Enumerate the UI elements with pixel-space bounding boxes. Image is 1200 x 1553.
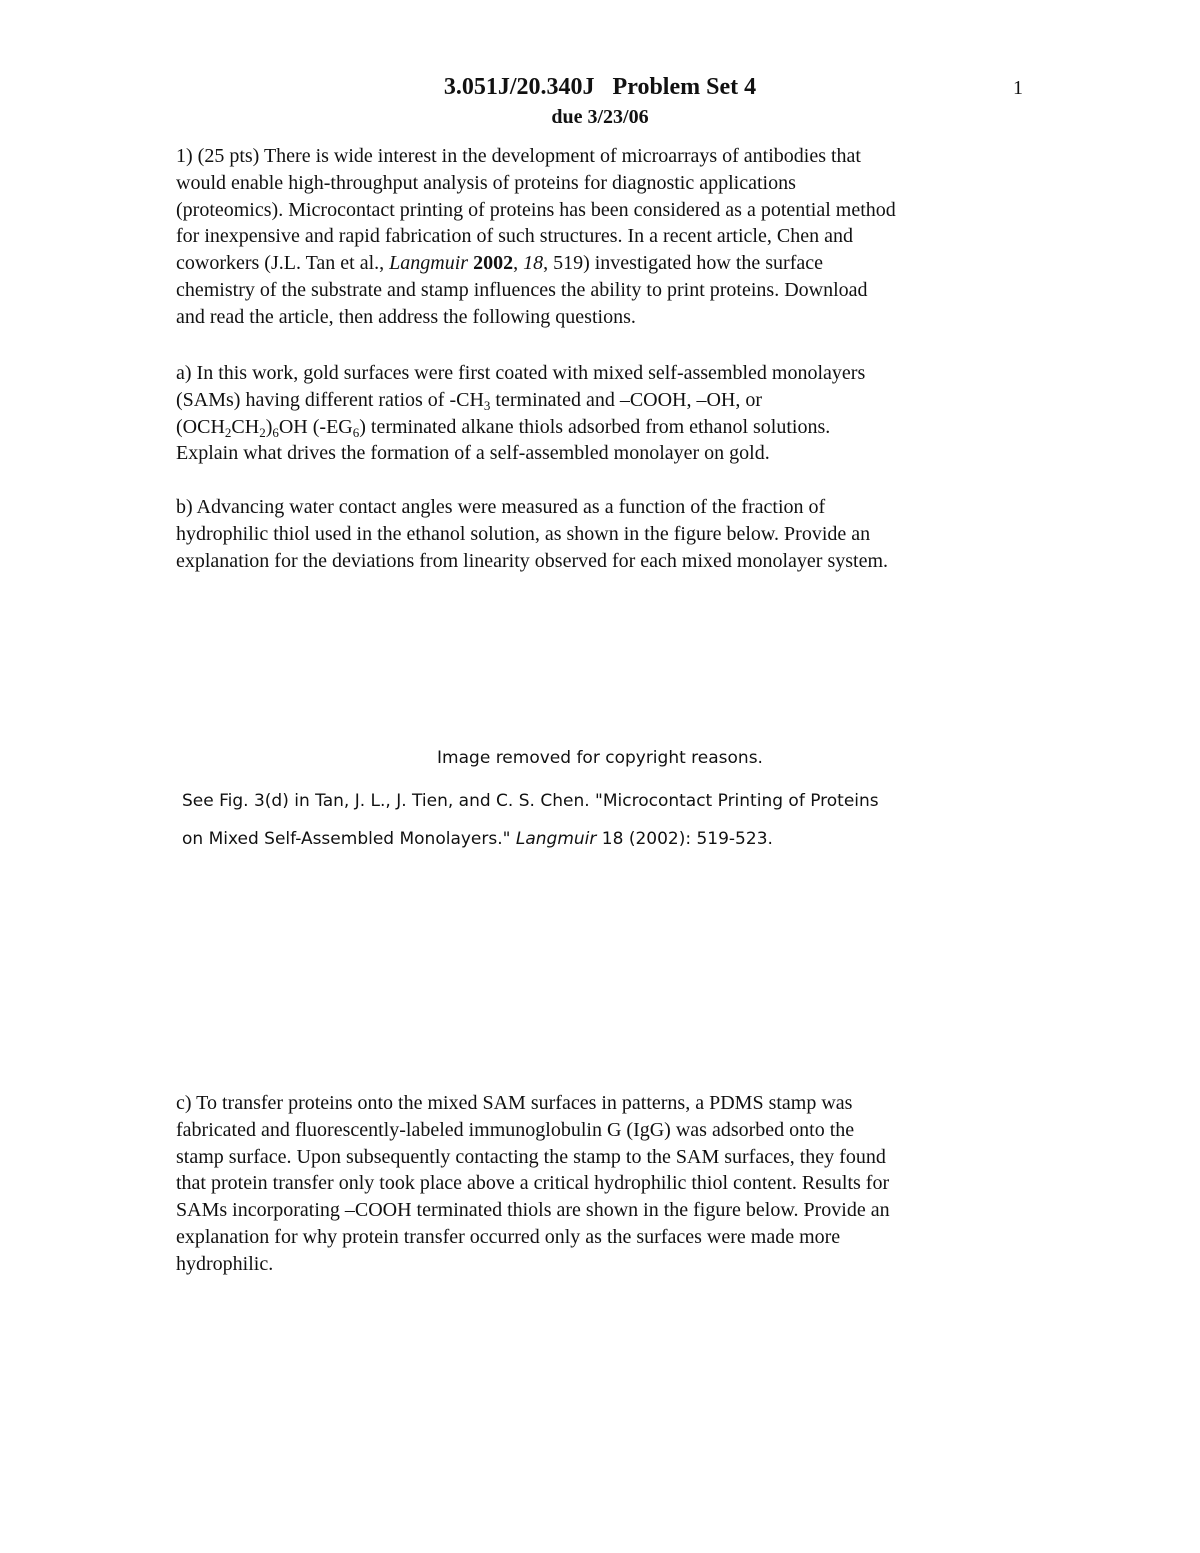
- subscript: 6: [352, 424, 360, 440]
- journal-name: Langmuir: [515, 829, 597, 849]
- figure-citation: [182, 782, 1062, 858]
- page-number: 1: [1013, 77, 1023, 99]
- text-segment: ): [265, 415, 273, 438]
- citation-year: 2002: [473, 252, 514, 275]
- image-removed-notice: Image removed for copyright reasons.: [437, 748, 763, 768]
- text-segment: (SAMs) having different ratios of -CH: [176, 388, 484, 411]
- text-segment: , 519) investigated how the surface: [543, 252, 823, 275]
- text-segment: coworkers (J.L. Tan et al.,: [176, 252, 390, 275]
- citation-volume: 18: [523, 252, 544, 275]
- text-segment: (OCH: [176, 415, 225, 438]
- text-line: [182, 820, 1062, 858]
- text-line: (proteomics). Microcontact printing of proteins has been considered as a potential method: [176, 198, 896, 221]
- part-b: [176, 494, 1036, 574]
- text-line: [176, 414, 1036, 441]
- text-line: a) In this work, gold surfaces were first coated with mixed self-assembled monolayers: [176, 362, 866, 384]
- subscript: 3: [483, 397, 491, 413]
- text-line: SAMs incorporating –COOH terminated thiols are shown in the figure below. Provide an: [176, 1199, 890, 1222]
- page-title: 3.051J/20.340J Problem Set 4: [443, 74, 757, 100]
- text-line: fabricated and fluorescently-labeled immunoglobulin G (IgG) was adsorbed onto the: [176, 1118, 855, 1141]
- text-line: that protein transfer only took place above a critical hydrophilic thiol content. Results for: [176, 1172, 890, 1195]
- text-line: 1) (25 pts) There is wide interest in the development of microarrays of antibodies that: [176, 145, 861, 167]
- text-line: would enable high-throughput analysis of proteins for diagnostic applications: [176, 171, 796, 194]
- text-segment: ,: [513, 252, 524, 275]
- subscript: 6: [272, 424, 279, 440]
- text-segment: terminated and –COOH, –OH, or: [490, 388, 763, 411]
- text-segment: 18 (2002): 519-523.: [596, 829, 773, 849]
- text-line: for inexpensive and rapid fabrication of such structures. In a recent article, Chen and: [176, 225, 853, 248]
- text-line: stamp surface. Upon subsequently contacting the stamp to the SAM surfaces, they found: [176, 1145, 886, 1168]
- text-line: chemistry of the substrate and stamp influences the ability to print proteins. Download: [176, 278, 868, 301]
- text-segment: CH: [231, 415, 260, 438]
- subscript: 2: [224, 424, 232, 440]
- text-line: See Fig. 3(d) in Tan, J. L., J. Tien, and C. S. Chen. "Microcontact Printing of Proteins: [182, 791, 879, 811]
- text-line: hydrophilic.: [176, 1252, 274, 1275]
- part-a: [176, 360, 1036, 467]
- problem-intro: [176, 143, 1036, 331]
- text-segment: ) terminated alkane thiols adsorbed from ethanol solutions.: [359, 415, 831, 438]
- text-segment: on Mixed Self-Assembled Monolayers.": [182, 829, 516, 849]
- due-date: due 3/23/06: [551, 106, 649, 128]
- text-line: [176, 387, 1036, 414]
- text-line: hydrophilic thiol used in the ethanol solution, as shown in the figure below. Provide an: [176, 522, 871, 545]
- text-line: explanation for why protein transfer occurred only as the surfaces were made more: [176, 1225, 841, 1248]
- text-line: b) Advancing water contact angles were measured as a function of the fraction of: [176, 496, 826, 518]
- text-line: Explain what drives the formation of a self-assembled monolayer on gold.: [176, 442, 770, 465]
- journal-name: Langmuir: [389, 252, 469, 275]
- part-c: [176, 1090, 1036, 1278]
- text-segment: OH (-EG: [278, 415, 353, 438]
- text-line: explanation for the deviations from linearity observed for each mixed monolayer system.: [176, 549, 889, 572]
- text-line: and read the article, then address the following questions.: [176, 305, 636, 328]
- text-line: c) To transfer proteins onto the mixed SAM surfaces in patterns, a PDMS stamp was: [176, 1092, 853, 1114]
- citation-line: [176, 250, 1036, 277]
- subscript: 2: [259, 424, 266, 440]
